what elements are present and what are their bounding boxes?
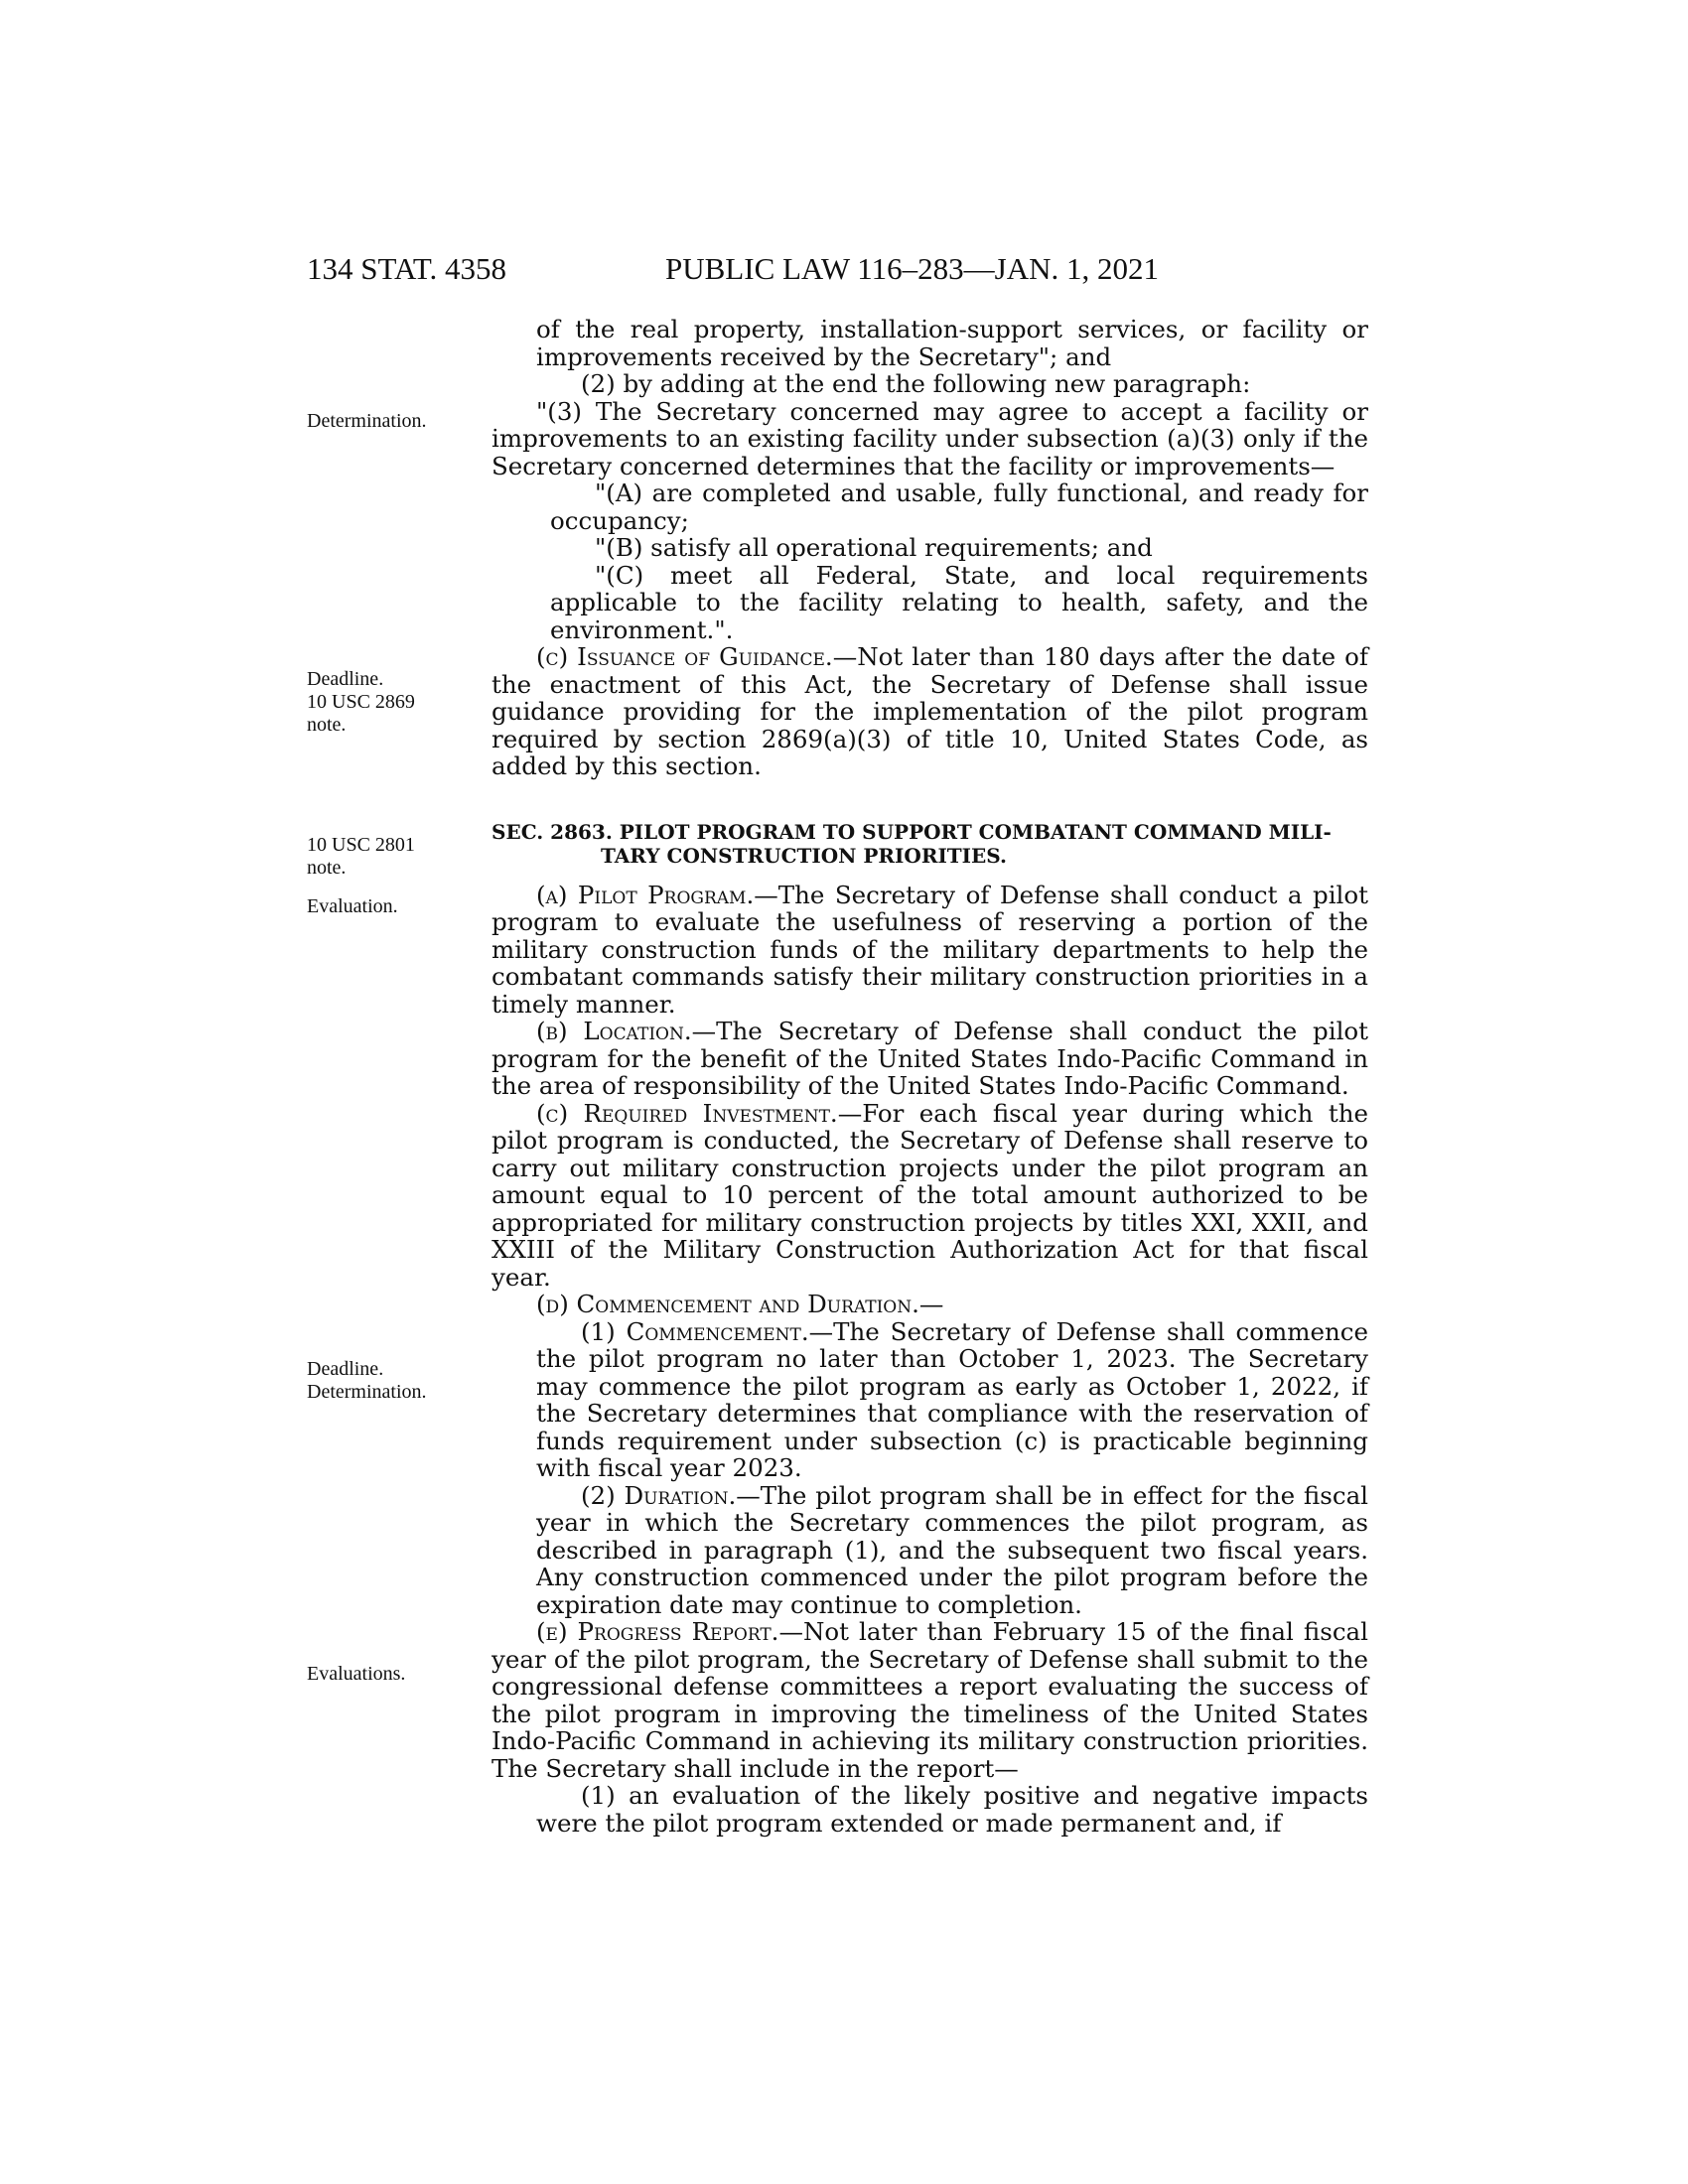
paragraph	[492, 1291, 1368, 1318]
margin-note-line: Determination.	[307, 1381, 427, 1403]
paragraph: "(C) meet all Federal, State, and local requirements applicable to the facility relating to health, safety, and the environment.".	[550, 560, 1368, 644]
margin-note-line: 10 USC 2869	[307, 691, 415, 713]
paragraph-text: —	[918, 1290, 944, 1318]
paragraph	[492, 1318, 1368, 1482]
section-title-line: SEC. 2863. PILOT PROGRAM TO SUPPORT COMBATANT COMMAND MILI-	[492, 819, 1332, 844]
margin-note-deadline	[307, 668, 415, 737]
paragraph-text: —The Secretary of Defense shall conduct the pilot program for the benefit of the United States Indo-Pacific Command in the area of responsibility of the United States Indo-Pacific Command.	[492, 1017, 1368, 1100]
subsection-heading: (e) Progress Report.	[536, 1617, 779, 1646]
law-text-body	[492, 316, 1368, 1837]
paragraph: "(A) are completed and usable, fully functional, and ready for occupancy;	[550, 478, 1368, 535]
paragraph: "(B) satisfy all operational requirements; and	[595, 533, 1153, 562]
paragraph: (2) by adding at the end the following new paragraph:	[581, 369, 1251, 398]
margin-note-evaluation: Evaluation.	[307, 895, 398, 917]
paragraph: of the real property, installation-support services, or facility or improvements received by the Secretary"; and	[536, 315, 1368, 371]
stat-page-number: 134 STAT. 4358	[307, 251, 507, 286]
margin-note-determination: Determination.	[307, 410, 427, 432]
subsection-heading: (c) Required Investment.	[536, 1098, 838, 1128]
margin-note-line: 10 USC 2801	[307, 834, 415, 856]
paragraph	[492, 1018, 1368, 1100]
margin-note-line: note.	[307, 714, 347, 736]
running-header	[307, 249, 1369, 289]
paragraph	[492, 1482, 1368, 1619]
margin-note-deadline-determination	[307, 1358, 427, 1404]
subsection-heading: (a) Pilot Program.	[536, 880, 755, 909]
margin-note-line: Deadline.	[307, 1358, 384, 1380]
subsection-heading: (d) Commencement and Duration.	[536, 1290, 919, 1318]
paragraph: "(3) The Secretary concerned may agree to accept a facility or improvements to an existing facility under subsection (a)(3) only if the Secretary concerned determines that the facility or improvements—	[492, 396, 1368, 480]
margin-note-usc-2801	[307, 834, 415, 880]
paragraph-heading: (1) Commencement.	[581, 1316, 809, 1346]
paragraph	[492, 882, 1368, 1019]
paragraph-text: —Not later than February 15 of the final fiscal year of the pilot program, the Secretary of Defense shall submit to the congressional defense committees a report evaluating the success of the pilot program in improving the timeliness of the United States Indo-Pacific Command in achieving its military construction priorities. The Secretary shall include in the report—	[492, 1617, 1368, 1783]
subsection-heading: (b) Location.	[536, 1017, 692, 1045]
section-title-line: TARY CONSTRUCTION PRIORITIES.	[601, 843, 1007, 868]
paragraph-text: —The pilot program shall be in effect for the fiscal year in which the Secretary commences the pilot program, as described in paragraph (1), and the subsequent two fiscal years. Any construction commenced under the pilot program before the expiration date may continue to completion.	[536, 1480, 1369, 1619]
paragraph-text: —For each fiscal year during which the pilot program is conducted, the Secretary of Defense shall reserve to carry out military construction projects under the pilot program an amount equal to 10 percent of the total amount authorized to be appropriated for military construction projects by titles XXI, XXII, and XXIII of the Military Construction Authorization Act for that fiscal year.	[492, 1098, 1368, 1292]
paragraph-text: —The Secretary of Defense shall commence the pilot program no later than October 1, 2023. The Secretary may commence the pilot program as early as October 1, 2022, if the Secretary determines that compliance with the reservation of funds requirement under subsection (c) is practicable beginning with fiscal year 2023.	[536, 1316, 1368, 1482]
paragraph	[492, 643, 1368, 780]
public-law-citation: PUBLIC LAW 116–283—JAN. 1, 2021	[665, 251, 1159, 286]
margin-note-line: Deadline.	[307, 668, 384, 690]
paragraph	[492, 1100, 1368, 1292]
subsection-heading: (c) Issuance of Guidance.	[536, 642, 833, 671]
section-heading	[492, 820, 1368, 868]
paragraph-text: —The Secretary of Defense shall conduct a pilot program to evaluate the usefulness of reserving a portion of the military construction funds of the military departments to help the combatant commands satisfy their military construction priorities in a timely manner.	[492, 880, 1368, 1019]
margin-note-evaluations: Evaluations.	[307, 1663, 406, 1685]
paragraph: (1) an evaluation of the likely positive and negative impacts were the pilot program extended or made permanent and, if	[536, 1781, 1368, 1838]
paragraph	[492, 1618, 1368, 1782]
paragraph-text: —Not later than 180 days after the date of the enactment of this Act, the Secretary of Defense shall issue guidance providing for the implementation of the pilot program required by section 2869(a)(3) of title 10, United States Code, as added by this section.	[492, 642, 1368, 780]
margin-note-line: note.	[307, 857, 347, 879]
paragraph-heading: (2) Duration.	[581, 1480, 737, 1510]
